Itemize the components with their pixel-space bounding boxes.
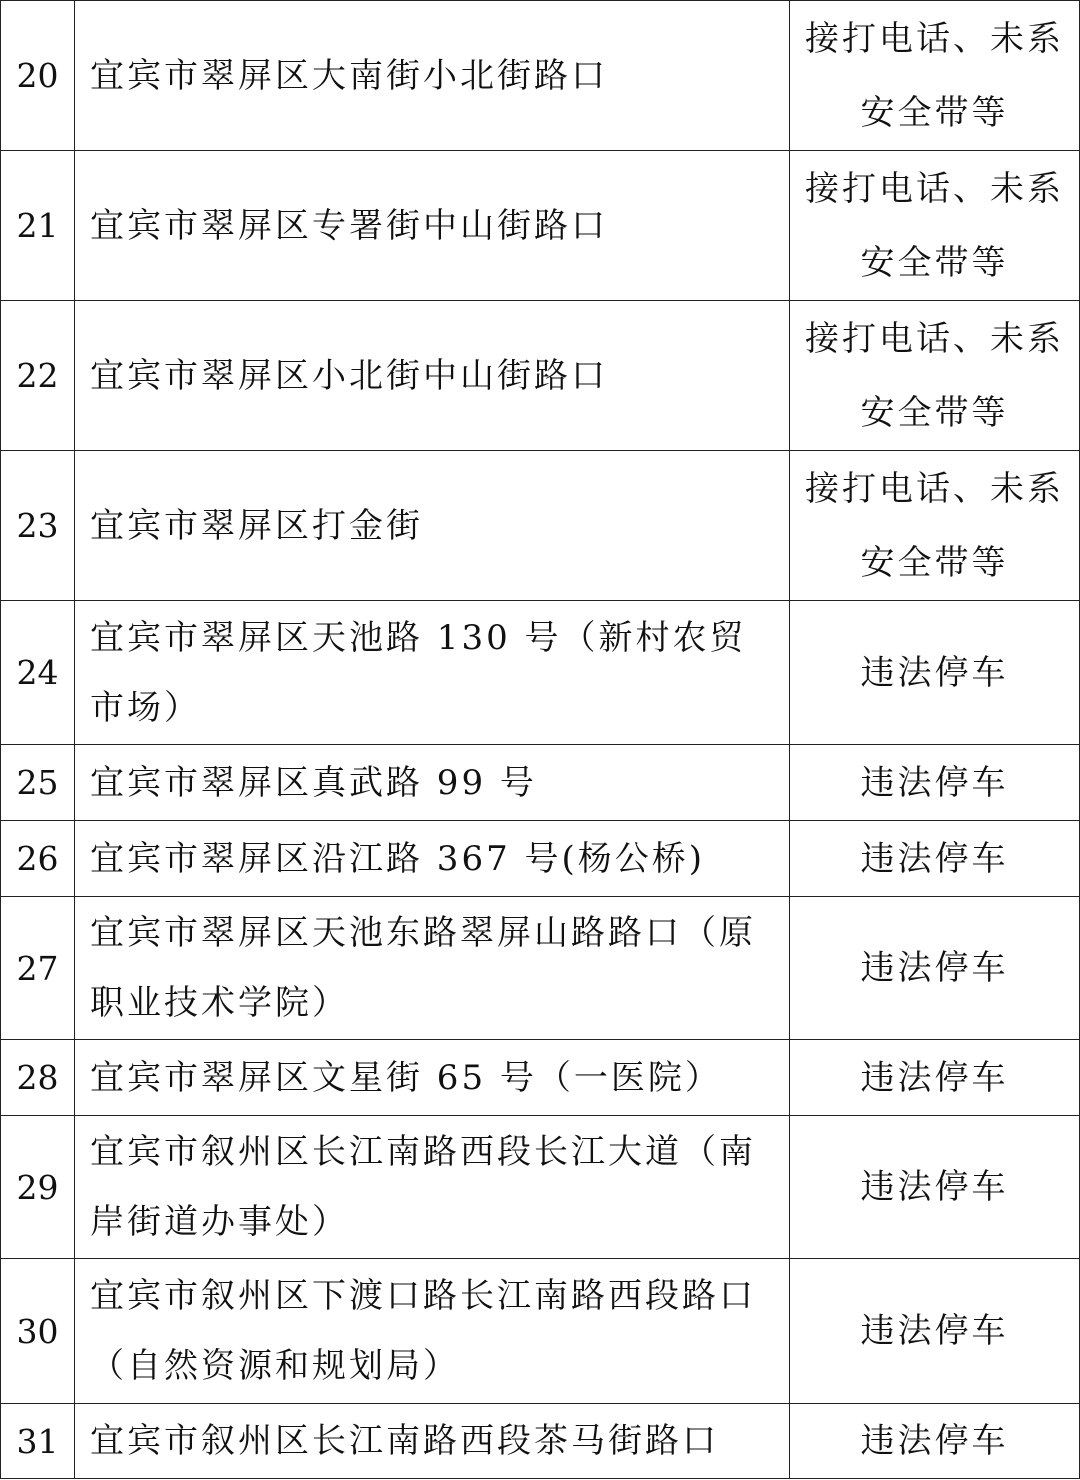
location-cell: 宜宾市翠屏区天池东路翠屏山路路口（原职业技术学院） (75, 897, 790, 1040)
table-row (1, 1116, 1080, 1259)
row-number: 22 (1, 301, 75, 451)
row-number: 21 (1, 151, 75, 301)
row-number: 26 (1, 821, 75, 897)
violation-type-cell: 接打电话、未系安全带等 (790, 301, 1080, 451)
location-cell: 宜宾市叙州区长江南路西段茶马街路口 (75, 1404, 790, 1479)
location-cell: 宜宾市翠屏区沿江路 367 号(杨公桥) (75, 821, 790, 897)
location-cell: 宜宾市翠屏区天池路 130 号（新村农贸市场） (75, 601, 790, 745)
row-number: 30 (1, 1259, 75, 1404)
table-row (1, 151, 1080, 301)
location-cell: 宜宾市翠屏区专署街中山街路口 (75, 151, 790, 301)
location-cell: 宜宾市翠屏区文星街 65 号（一医院） (75, 1040, 790, 1116)
row-number: 27 (1, 897, 75, 1040)
violation-type-cell: 接打电话、未系安全带等 (790, 151, 1080, 301)
violation-type-cell: 违法停车 (790, 601, 1080, 745)
row-number: 29 (1, 1116, 75, 1259)
violation-type-cell: 违法停车 (790, 821, 1080, 897)
violation-type-cell: 违法停车 (790, 897, 1080, 1040)
table-row (1, 1040, 1080, 1116)
row-number: 23 (1, 451, 75, 601)
row-number: 31 (1, 1404, 75, 1479)
violation-type-cell: 违法停车 (790, 1404, 1080, 1479)
location-cell: 宜宾市叙州区下渡口路长江南路西段路口（自然资源和规划局） (75, 1259, 790, 1404)
location-cell: 宜宾市叙州区长江南路西段长江大道（南岸街道办事处） (75, 1116, 790, 1259)
row-number: 25 (1, 745, 75, 821)
table-row (1, 1, 1080, 151)
violation-type-cell: 违法停车 (790, 745, 1080, 821)
table-row (1, 601, 1080, 745)
location-cell: 宜宾市翠屏区真武路 99 号 (75, 745, 790, 821)
violation-type-cell: 接打电话、未系安全带等 (790, 1, 1080, 151)
row-number: 20 (1, 1, 75, 151)
location-cell: 宜宾市翠屏区打金街 (75, 451, 790, 601)
table-row (1, 1404, 1080, 1479)
table-row (1, 745, 1080, 821)
row-number: 24 (1, 601, 75, 745)
location-cell: 宜宾市翠屏区大南街小北街路口 (75, 1, 790, 151)
table-row (1, 821, 1080, 897)
violation-type-cell: 接打电话、未系安全带等 (790, 451, 1080, 601)
table-row (1, 1259, 1080, 1404)
violation-type-cell: 违法停车 (790, 1040, 1080, 1116)
violation-type-cell: 违法停车 (790, 1116, 1080, 1259)
row-number: 28 (1, 1040, 75, 1116)
violation-type-cell: 违法停车 (790, 1259, 1080, 1404)
table-row (1, 301, 1080, 451)
location-cell: 宜宾市翠屏区小北街中山街路口 (75, 301, 790, 451)
table-row (1, 897, 1080, 1040)
table-row (1, 451, 1080, 601)
